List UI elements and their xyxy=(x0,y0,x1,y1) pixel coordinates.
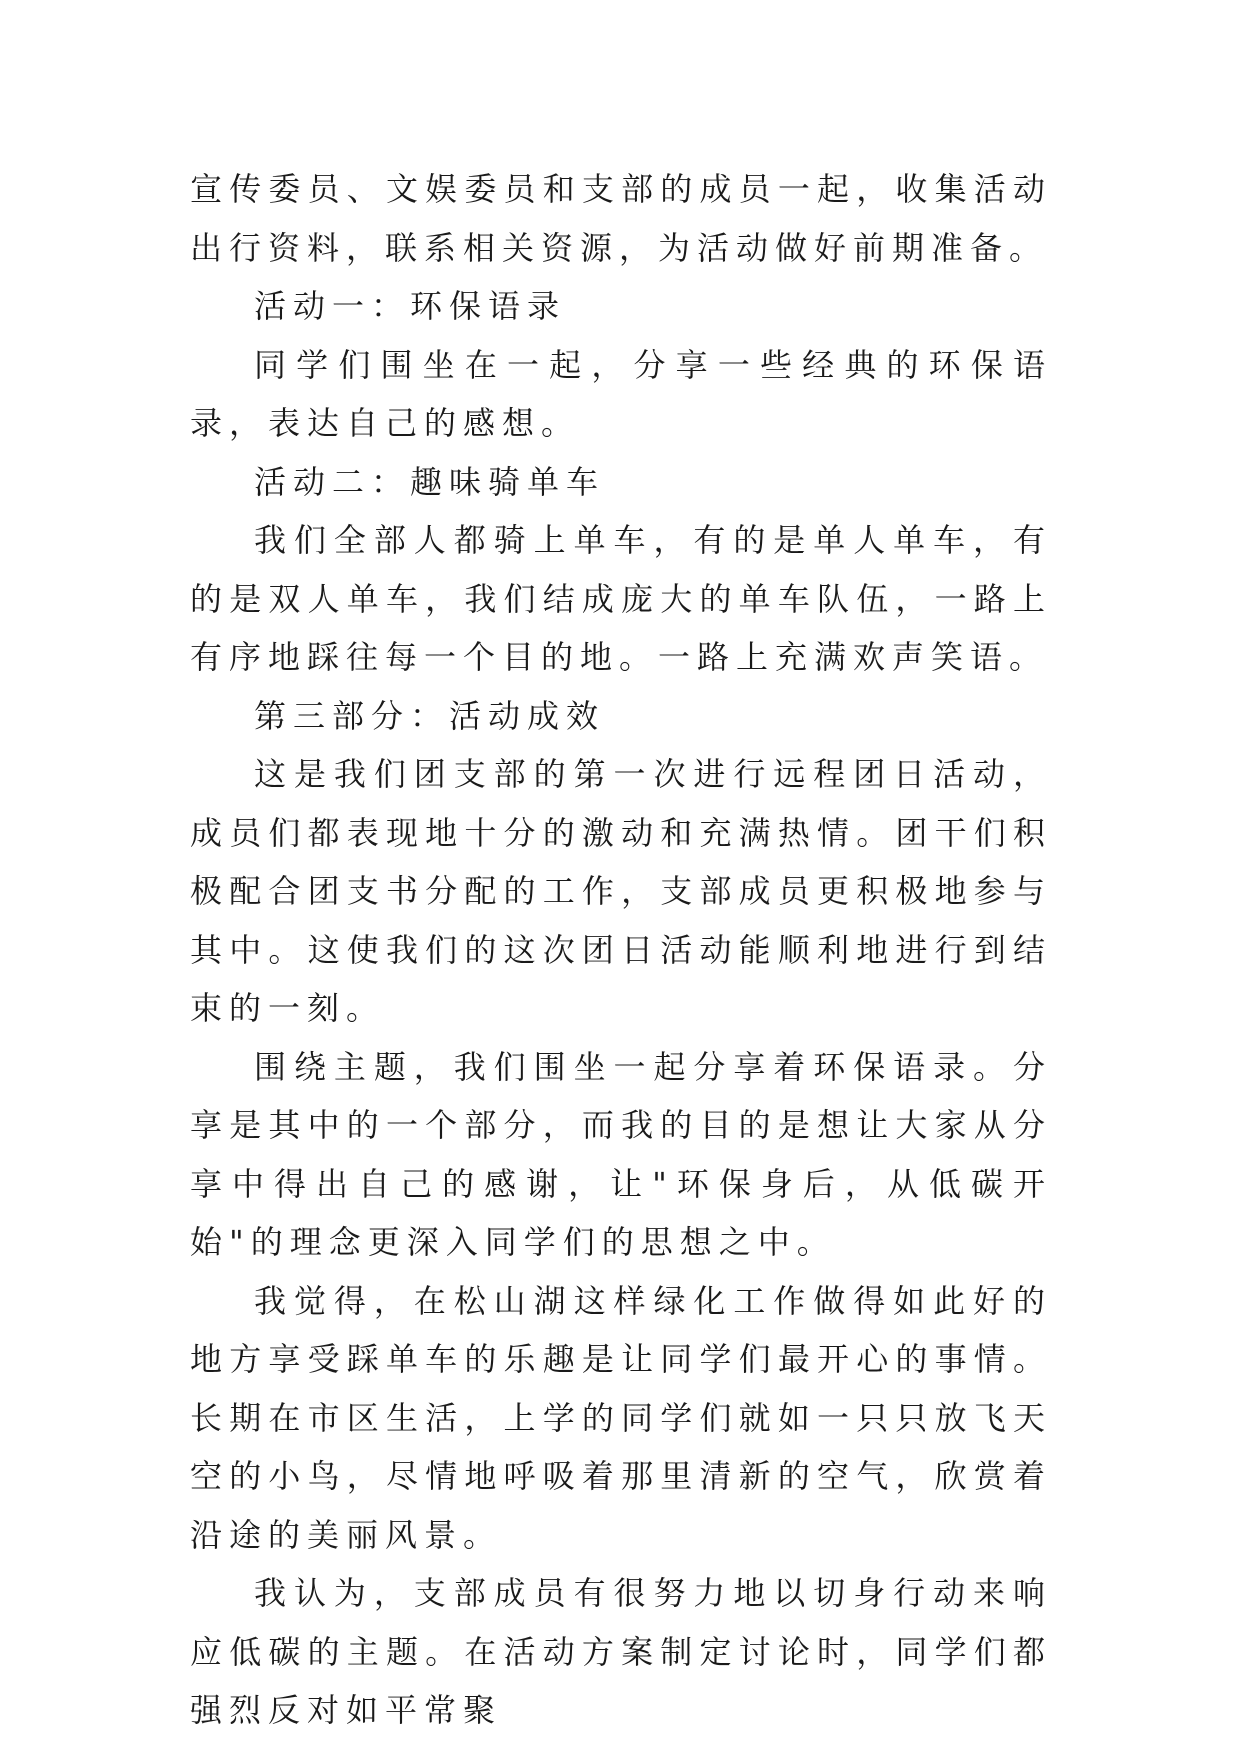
paragraph-1: 宣传委员、文娱委员和支部的成员一起，收集活动出行资料，联系相关资源，为活动做好前期准备。 xyxy=(190,170,1052,267)
part-three-heading: 第三部分：活动成效 xyxy=(254,696,606,735)
activity-one-heading: 活动一：环保语录 xyxy=(254,287,567,325)
paragraph-2: 同学们围坐在一起，分享一些经典的环保语录，表达自己的感想。 xyxy=(190,345,1052,442)
paragraph-4: 这是我们团支部的第一次进行远程团日活动，成员们都表现地十分的激动和充满热情。团干们积极配合团支书分配的工作，支部成员更积极地参与其中。这使我们的这次团日活动能顺利地进行到结束的一刻。 xyxy=(190,755,1052,1027)
paragraph-7: 我认为，支部成员有很努力地以切身行动来响应低碳的主题。在活动方案制定讨论时，同学们都强烈反对如平常聚 xyxy=(190,1574,1052,1729)
paragraph-5: 围绕主题，我们围坐一起分享着环保语录。分享是其中的一个部分，而我的目的是想让大家从分享中得出自己的感谢，让"环保身后，从低碳开始"的理念更深入同学们的思想之中。 xyxy=(190,1047,1052,1261)
paragraph-3: 我们全部人都骑上单车，有的是单人单车，有的是双人单车，我们结成庞大的单车队伍，一路上有序地踩往每一个目的地。一路上充满欢声笑语。 xyxy=(190,521,1052,676)
body-text xyxy=(190,160,1052,1740)
activity-two-heading: 活动二：趣味骑单车 xyxy=(254,462,606,501)
paragraph-6: 我觉得，在松山湖这样绿化工作做得如此好的地方享受踩单车的乐趣是让同学们最开心的事情。长期在市区生活，上学的同学们就如一只只放飞天空的小鸟，尽情地呼吸着那里清新的空气，欣赏着沿途的美丽风景。 xyxy=(190,1281,1052,1554)
